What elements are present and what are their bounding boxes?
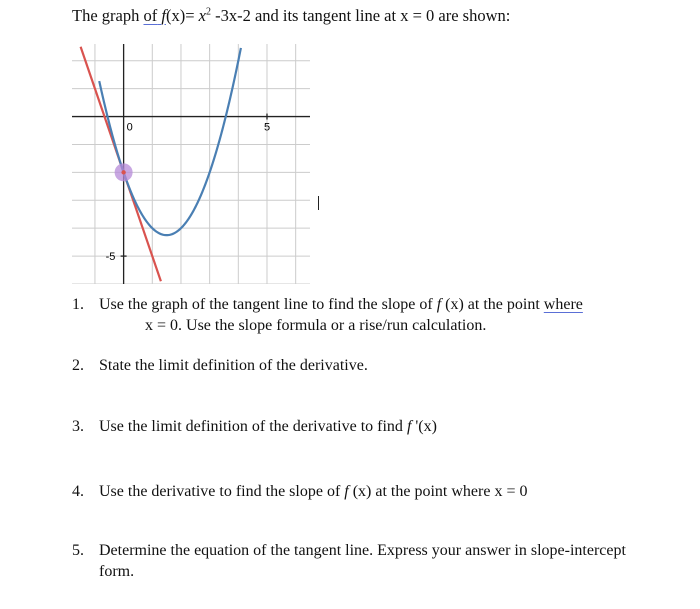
y-tick-label-neg5: -5: [105, 251, 116, 264]
q4-text-a: Use the derivative to find the slope of: [99, 483, 345, 500]
question-4: [72, 483, 527, 501]
tangent-point-dot: [121, 170, 125, 174]
question-2: [72, 357, 368, 375]
q3-f: f: [406, 418, 412, 435]
axes: [72, 44, 310, 284]
q2-number: 2.: [72, 357, 84, 374]
intro-xparen: (x)=: [165, 6, 195, 25]
question-3: [72, 418, 437, 436]
function-graph: [72, 44, 310, 284]
question-5-line2: form.: [99, 563, 135, 580]
intro-of-f: [143, 6, 165, 25]
question-1-line2: x = 0. Use the slope formula or a rise/run calculation.: [145, 317, 487, 334]
x-tick-label-0: 0: [126, 121, 133, 134]
q4-f: f: [344, 483, 349, 500]
intro-sup: 2: [205, 6, 211, 18]
intro-of: of: [143, 6, 158, 25]
q1-number: 1.: [72, 296, 84, 313]
text-cursor: [318, 196, 319, 210]
problem-intro: [72, 6, 510, 26]
q5-text: Determine the equation of the tangent line. Express your answer in slope-intercept: [99, 542, 626, 559]
q3-number: 3.: [72, 418, 84, 435]
intro-f: f: [161, 6, 166, 25]
q4-number: 4.: [72, 483, 84, 500]
q1-f: f: [436, 296, 442, 313]
intro-rest: -3x-2 and its tangent line at x = 0 are shown:: [210, 6, 511, 25]
q3-tail: '(x): [411, 418, 437, 435]
q4-text-b: (x) at the point where x = 0: [348, 483, 528, 500]
grid-lines: [72, 44, 310, 284]
intro-x: x: [198, 6, 206, 25]
q5-number: 5.: [72, 542, 84, 559]
q3-text: Use the limit definition of the derivative to find: [99, 418, 407, 435]
question-5: [72, 542, 626, 560]
x-tick-label-5: 5: [263, 121, 271, 134]
parabola-curve: [99, 48, 241, 235]
intro-prefix: The graph: [72, 6, 140, 25]
question-1: [72, 296, 583, 314]
q2-text: State the limit definition of the derivative.: [99, 357, 368, 374]
q1-where: where: [543, 296, 583, 313]
q1-text-a: Use the graph of the tangent line to find the slope of: [99, 296, 437, 313]
q1-text-b: (x) at the point: [441, 296, 544, 313]
